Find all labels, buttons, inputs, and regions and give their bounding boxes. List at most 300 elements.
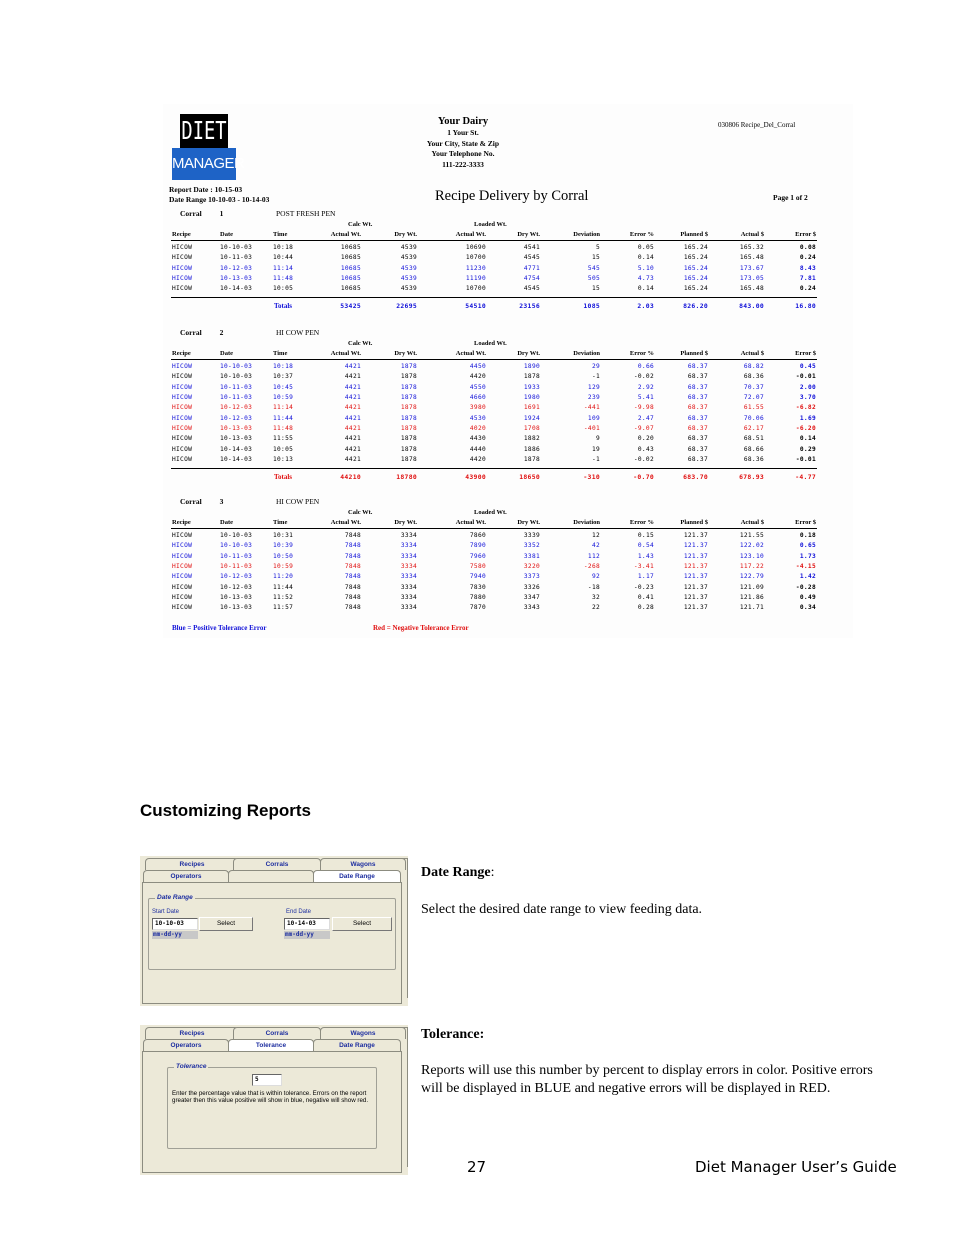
table-cell: 3334 [400, 552, 417, 560]
totals-cell: 43900 [465, 472, 486, 481]
totals-cell: 18780 [396, 472, 417, 481]
table-cell: HICOW [172, 363, 193, 370]
corral-pen-name: HI COW PEN [276, 497, 320, 506]
column-header: Actual Wt. [455, 231, 486, 238]
date-range-group-title: Date Range [157, 894, 193, 901]
totals-cell: 18650 [519, 472, 540, 481]
address-line: Your City, State & Zip [426, 138, 500, 148]
column-header: Actual Wt. [330, 350, 361, 357]
table-cell: 1924 [523, 414, 540, 422]
table-cell: 22 [591, 604, 600, 612]
table-cell: 7848 [344, 604, 361, 612]
table-cell: 3334 [400, 532, 417, 539]
table-cell: 10-11-03 [220, 563, 253, 571]
table-cell: 4450 [469, 363, 486, 370]
table-cell: 0.66 [637, 363, 654, 370]
corral-label: Corral [180, 497, 202, 506]
table-cell: 10:44 [273, 254, 294, 262]
panel-frame [142, 882, 402, 1004]
tolerance-panel [140, 1025, 408, 1175]
table-cell: 7580 [469, 563, 486, 571]
table-cell: 10:18 [273, 244, 294, 251]
column-header: Error $ [795, 350, 816, 357]
table-cell: -0.28 [795, 583, 816, 591]
table-cell: 0.08 [799, 244, 816, 251]
table-cell: 121.71 [739, 604, 764, 612]
table-cell: 5 [595, 244, 600, 251]
tab-tolerance[interactable]: Tolerance [228, 1039, 314, 1051]
legend-blue: Blue = Positive Tolerance Error [172, 624, 267, 632]
totals-cell: 54510 [465, 301, 486, 310]
table-cell: HICOW [172, 604, 193, 612]
column-header: Recipe [172, 350, 191, 357]
date-range-group [148, 894, 396, 970]
table-cell: 121.37 [683, 583, 708, 591]
diet-manager-logo [172, 114, 245, 180]
table-cell: 32 [591, 594, 600, 602]
table-cell: 5.10 [637, 264, 654, 272]
table-cell: 129 [587, 383, 600, 391]
table-cell: -6.20 [795, 425, 816, 433]
table-cell: 68.66 [743, 445, 764, 453]
table-cell: 68.37 [687, 363, 708, 370]
table-cell: 10685 [340, 264, 361, 272]
table-cell: 12 [591, 532, 600, 539]
table-cell: 1.73 [799, 552, 816, 560]
column-header: Date [220, 350, 233, 357]
column-header: Planned $ [680, 231, 708, 238]
table-cell: 10:31 [273, 532, 294, 539]
table-cell: 3220 [523, 563, 540, 571]
totals-cell: 2.03 [637, 301, 654, 310]
table-cell: 11230 [465, 264, 486, 272]
table-cell: 4421 [344, 394, 361, 402]
table-cell: 10:05 [273, 285, 294, 293]
tolerance-group-title: Tolerance [176, 1063, 207, 1070]
column-header: Actual Wt. [330, 231, 361, 238]
table-cell: 0.15 [637, 532, 654, 539]
table-cell: 4771 [523, 264, 540, 272]
table-cell: 68.37 [687, 435, 708, 443]
table-cell: 10700 [465, 254, 486, 262]
tolerance-heading: Tolerance: [421, 1027, 485, 1042]
table-cell: 3347 [523, 594, 540, 602]
table-cell: 10-12-03 [220, 573, 253, 581]
panel-frame-back [402, 1027, 408, 1167]
table-cell: HICOW [172, 532, 193, 539]
panel-frame-back [402, 858, 408, 998]
table-cell: -3.41 [633, 563, 654, 571]
table-cell: 10:37 [273, 373, 294, 381]
end-date-format: mm-dd-yy [284, 931, 330, 939]
totals-label: Totals [274, 301, 293, 310]
table-cell: 7860 [469, 532, 486, 539]
table-cell: 11:44 [273, 414, 294, 422]
column-header: Dry Wt. [394, 519, 417, 526]
table-cell: 122.79 [739, 573, 764, 581]
table-cell: 10-13-03 [220, 275, 253, 283]
totals-rule [171, 468, 817, 469]
header-rule [171, 240, 817, 241]
table-cell: 61.55 [743, 404, 764, 412]
page-number: 27 [467, 1158, 487, 1176]
totals-cell: 683.70 [683, 472, 708, 481]
footer-guide-title: Diet Manager User’s Guide [695, 1158, 897, 1176]
corral-heading [180, 328, 223, 337]
table-cell: 68.36 [743, 373, 764, 381]
table-cell: -6.82 [795, 404, 816, 412]
column-header: Date [220, 231, 233, 238]
table-cell: 10700 [465, 285, 486, 293]
table-cell: 121.09 [739, 583, 764, 591]
table-cell: 11:14 [273, 264, 294, 272]
table-cell: 3334 [400, 583, 417, 591]
corral-heading [180, 497, 223, 506]
corral-pen-name: POST FRESH PEN [276, 209, 336, 218]
table-cell: 1882 [523, 435, 540, 443]
table-cell: 10-11-03 [220, 254, 253, 262]
table-cell: HICOW [172, 583, 193, 591]
table-cell: 4.73 [637, 275, 654, 283]
table-cell: 165.32 [739, 244, 764, 251]
totals-cell: 44210 [340, 472, 361, 481]
table-cell: 0.14 [637, 254, 654, 262]
tab-date-range[interactable]: Date Range [313, 870, 401, 882]
tab-tolerance[interactable] [228, 870, 314, 882]
corral-number: 2 [219, 328, 224, 337]
end-date-label: End Date [286, 909, 312, 915]
table-cell: 10-12-03 [220, 404, 253, 412]
table-cell: 3334 [400, 542, 417, 550]
logo-top-text: DIET [180, 114, 228, 148]
table-cell: 0.24 [799, 254, 816, 262]
column-header: Dry Wt. [517, 231, 540, 238]
tab-recipes[interactable]: Recipes [145, 858, 239, 870]
tab-operators[interactable]: Operators [143, 870, 229, 882]
table-cell: 4421 [344, 435, 361, 443]
table-cell: -401 [583, 425, 600, 433]
totals-rule [171, 297, 817, 298]
table-cell: 3339 [523, 532, 540, 539]
tolerance-description: Reports will use this number by percent to display errors in color. Positive errors will be displayed in BLUE and negative errors will be displayed in RED. [421, 1063, 873, 1096]
table-cell: 0.18 [799, 532, 816, 539]
table-cell: HICOW [172, 383, 193, 391]
table-cell: HICOW [172, 563, 193, 571]
table-cell: 1878 [400, 404, 417, 412]
table-cell: 1878 [400, 414, 417, 422]
table-cell: 0.43 [637, 445, 654, 453]
table-cell: 165.24 [683, 254, 708, 262]
table-cell: -441 [583, 404, 600, 412]
totals-cell: 53425 [340, 301, 361, 310]
table-cell: 0.34 [799, 604, 816, 612]
tab-wagons[interactable]: Wagons [320, 858, 406, 870]
table-cell: 4421 [344, 404, 361, 412]
table-cell: 1878 [400, 425, 417, 433]
table-cell: 3352 [523, 542, 540, 550]
table-cell: 10-13-03 [220, 425, 253, 433]
totals-cell: 16.80 [795, 301, 816, 310]
table-cell: 7848 [344, 583, 361, 591]
table-cell: 11:48 [273, 425, 294, 433]
table-cell: 68.37 [687, 383, 708, 391]
table-cell: -9.98 [633, 404, 654, 412]
table-cell: HICOW [172, 244, 193, 251]
table-cell: -18 [587, 583, 600, 591]
recipe-delivery-report [163, 104, 853, 638]
table-cell: 4421 [344, 425, 361, 433]
column-header: Error $ [795, 231, 816, 238]
table-cell: 0.14 [637, 285, 654, 293]
end-select-button[interactable]: Select [332, 917, 392, 931]
table-cell: 11:52 [273, 594, 294, 602]
table-cell: 10-14-03 [220, 285, 253, 293]
table-cell: 0.05 [637, 244, 654, 251]
table-cell: 68.37 [687, 404, 708, 412]
table-cell: 1980 [523, 394, 540, 402]
table-cell: -0.02 [633, 373, 654, 381]
table-cell: HICOW [172, 285, 193, 293]
table-cell: 7960 [469, 552, 486, 560]
table-cell: 1933 [523, 383, 540, 391]
column-header: Actual Wt. [455, 350, 486, 357]
column-header: Error % [629, 231, 654, 238]
table-cell: 72.07 [743, 394, 764, 402]
table-cell: 10-13-03 [220, 604, 253, 612]
date-range: Date Range 10-10-03 - 10-14-03 [169, 195, 270, 204]
totals-cell: 23156 [519, 301, 540, 310]
column-header: Actual Wt. [455, 519, 486, 526]
table-cell: 68.37 [687, 425, 708, 433]
table-cell: 4539 [400, 254, 417, 262]
table-cell: 4539 [400, 285, 417, 293]
table-cell: 8.43 [799, 264, 816, 272]
table-cell: 10-11-03 [220, 383, 253, 391]
table-cell: 1.69 [799, 414, 816, 422]
totals-cell: 22695 [396, 301, 417, 310]
table-cell: -9.07 [633, 425, 654, 433]
loaded-weight-group-label: Loaded Wt. [474, 340, 507, 347]
column-header: Actual $ [740, 350, 764, 357]
table-cell: 7940 [469, 573, 486, 581]
table-cell: 10:59 [273, 394, 294, 402]
table-cell: HICOW [172, 373, 193, 381]
end-date-input[interactable]: 10-14-03 [284, 918, 330, 930]
date-range-panel [140, 856, 408, 1006]
table-cell: 4530 [469, 414, 486, 422]
corral-label: Corral [180, 209, 202, 218]
table-cell: 3334 [400, 604, 417, 612]
column-header: Actual Wt. [330, 519, 361, 526]
table-cell: 165.24 [683, 264, 708, 272]
table-cell: 10-14-03 [220, 445, 253, 453]
table-cell: 4539 [400, 264, 417, 272]
table-cell: 1886 [523, 445, 540, 453]
tab-corrals[interactable]: Corrals [233, 1027, 321, 1039]
table-cell: 68.37 [687, 445, 708, 453]
table-cell: 1878 [400, 394, 417, 402]
table-cell: 4420 [469, 373, 486, 381]
column-header: Time [273, 519, 288, 526]
table-cell: HICOW [172, 254, 193, 262]
totals-cell: -0.70 [633, 472, 654, 481]
table-cell: -268 [583, 563, 600, 571]
table-cell: 2.00 [799, 383, 816, 391]
table-cell: 10-12-03 [220, 264, 253, 272]
table-cell: -0.01 [795, 456, 816, 464]
table-cell: 10690 [465, 244, 486, 251]
table-cell: -0.01 [795, 373, 816, 381]
table-cell: 121.55 [739, 532, 764, 539]
table-cell: 10:18 [273, 363, 294, 370]
dairy-name: Your Dairy [437, 116, 489, 127]
table-cell: 3343 [523, 604, 540, 612]
table-cell: 0.54 [637, 542, 654, 550]
tab-operators[interactable]: Operators [143, 1039, 229, 1051]
table-cell: 121.37 [683, 563, 708, 571]
table-cell: 0.20 [637, 435, 654, 443]
corral-number: 1 [219, 209, 224, 218]
table-cell: 11:44 [273, 583, 294, 591]
table-cell: HICOW [172, 552, 193, 560]
table-cell: 122.02 [739, 542, 764, 550]
column-header: Actual $ [740, 519, 764, 526]
table-cell: 1708 [523, 425, 540, 433]
table-cell: 165.24 [683, 285, 708, 293]
table-cell: 11:48 [273, 275, 294, 283]
table-cell: 4430 [469, 435, 486, 443]
column-header: Deviation [573, 519, 600, 526]
table-cell: HICOW [172, 594, 193, 602]
table-cell: 4545 [523, 254, 540, 262]
table-cell: 68.36 [743, 456, 764, 464]
corral-pen-name: HI COW PEN [276, 328, 320, 337]
tolerance-input[interactable]: 5 [252, 1074, 282, 1086]
table-cell: 7.81 [799, 275, 816, 283]
table-cell: 10-11-03 [220, 394, 253, 402]
tab-corrals[interactable]: Corrals [233, 858, 321, 870]
table-cell: 7830 [469, 583, 486, 591]
address-line: Your Telephone No. [431, 149, 495, 158]
table-cell: 68.37 [687, 414, 708, 422]
table-cell: 4421 [344, 383, 361, 391]
table-cell: 0.45 [799, 363, 816, 370]
table-cell: 1878 [523, 373, 540, 381]
start-date-input[interactable]: 10-10-03 [152, 918, 198, 930]
tab-recipes[interactable]: Recipes [145, 1027, 239, 1039]
table-cell: 117.22 [739, 563, 764, 571]
calc-weight-group-label: Calc Wt. [348, 340, 373, 347]
table-cell: 165.48 [739, 285, 764, 293]
legend-red: Red = Negative Tolerance Error [373, 624, 469, 632]
table-cell: HICOW [172, 456, 193, 464]
table-cell: 3373 [523, 573, 540, 581]
table-cell: 11:55 [273, 435, 294, 443]
table-cell: 11:57 [273, 604, 294, 612]
table-cell: 11:14 [273, 404, 294, 412]
start-select-button[interactable]: Select [199, 917, 253, 931]
table-cell: 10-11-03 [220, 552, 253, 560]
table-cell: 545 [587, 264, 600, 272]
table-cell: 4420 [469, 456, 486, 464]
tab-wagons[interactable]: Wagons [320, 1027, 406, 1039]
column-header: Time [273, 231, 288, 238]
table-cell: 2.47 [637, 414, 654, 422]
table-cell: HICOW [172, 275, 193, 283]
table-cell: 112 [587, 552, 600, 560]
table-cell: 239 [587, 394, 600, 402]
table-cell: 505 [587, 275, 600, 283]
table-cell: 10-10-03 [220, 532, 253, 539]
table-cell: 2.92 [637, 383, 654, 391]
column-header: Time [273, 350, 288, 357]
column-header: Recipe [172, 519, 191, 526]
table-cell: 19 [591, 445, 600, 453]
column-header: Dry Wt. [517, 519, 540, 526]
table-cell: 4421 [344, 445, 361, 453]
start-date-format: mm-dd-yy [152, 931, 198, 939]
table-cell: HICOW [172, 435, 193, 443]
table-cell: 10:39 [273, 542, 294, 550]
table-cell: 15 [591, 254, 600, 262]
table-cell: 10-10-03 [220, 244, 253, 251]
table-cell: 10-12-03 [220, 583, 253, 591]
tab-date-range[interactable]: Date Range [313, 1039, 401, 1051]
panel-frame [142, 1051, 402, 1173]
date-range-heading [421, 865, 495, 881]
table-cell: 11:20 [273, 573, 294, 581]
tolerance-group [167, 1063, 377, 1149]
column-header: Error % [629, 519, 654, 526]
totals-cell: -4.77 [795, 472, 816, 481]
totals-cell: -310 [583, 472, 600, 481]
table-cell: 10685 [340, 244, 361, 251]
table-cell: 1878 [400, 373, 417, 381]
table-cell: 121.37 [683, 532, 708, 539]
table-cell: 3334 [400, 563, 417, 571]
totals-cell: 1085 [583, 301, 600, 310]
table-cell: 7890 [469, 542, 486, 550]
table-cell: 0.49 [799, 594, 816, 602]
table-cell: 4541 [523, 244, 540, 251]
table-cell: 4020 [469, 425, 486, 433]
table-cell: 4421 [344, 363, 361, 370]
table-cell: 68.51 [743, 435, 764, 443]
table-cell: -1 [591, 456, 600, 464]
column-header: Actual $ [740, 231, 764, 238]
totals-label: Totals [274, 472, 293, 481]
header-rule [171, 359, 817, 360]
table-cell: 10-13-03 [220, 435, 253, 443]
table-cell: 173.05 [739, 275, 764, 283]
tolerance-help-text: Enter the percentage value that is within tolerance. Errors on the report greater then this value positive will show in blue, negative will show red. [172, 1090, 369, 1104]
report-dates [169, 185, 269, 205]
header-rule [171, 528, 817, 529]
table-cell: 0.28 [637, 604, 654, 612]
table-cell: 10:50 [273, 552, 294, 560]
table-cell: 173.67 [739, 264, 764, 272]
table-cell: 62.17 [743, 425, 764, 433]
start-date-label: Start Date [152, 909, 180, 915]
table-cell: 10-14-03 [220, 456, 253, 464]
report-date: Report Date : 10-15-03 [169, 185, 243, 194]
table-cell: 0.14 [799, 435, 816, 443]
table-cell: 29 [591, 363, 600, 370]
table-cell: 4421 [344, 373, 361, 381]
corral-number: 3 [219, 497, 224, 506]
table-cell: HICOW [172, 425, 193, 433]
table-cell: 4440 [469, 445, 486, 453]
